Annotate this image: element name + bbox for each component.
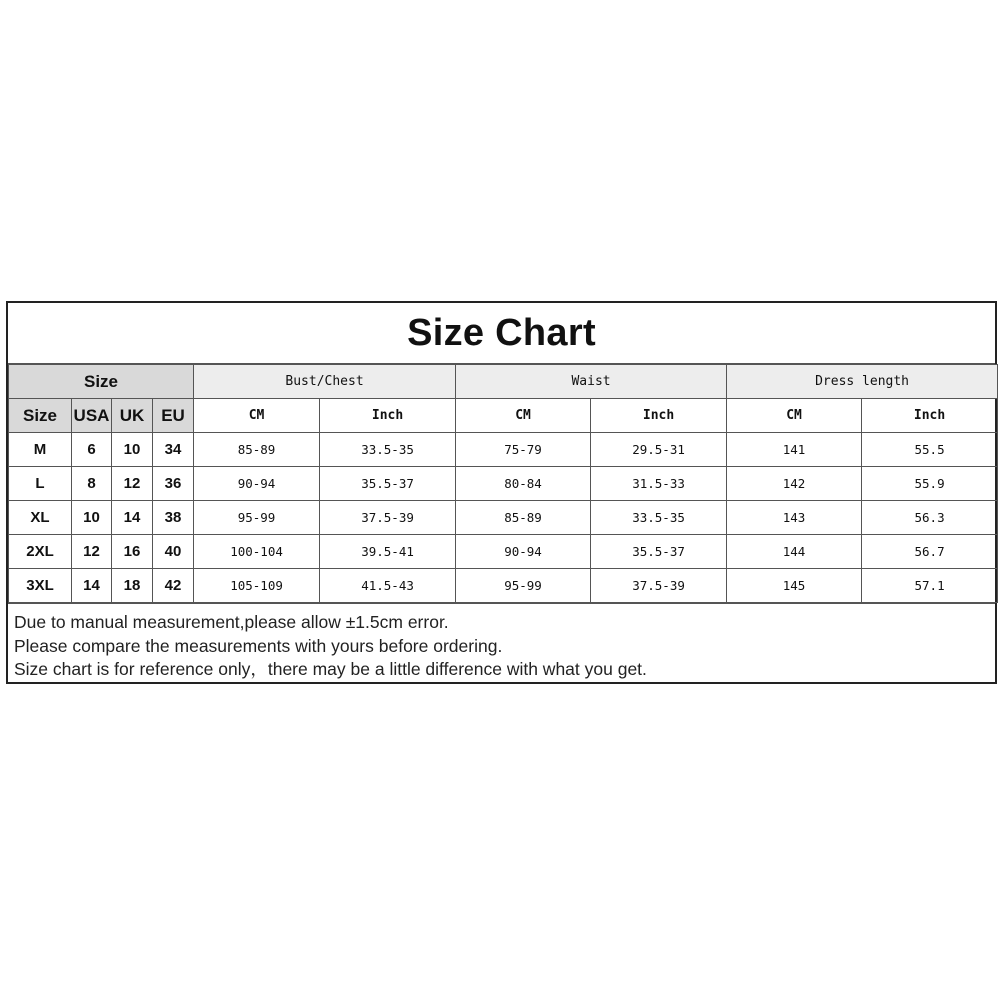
bust-inch-cell: 41.5-43 <box>320 569 456 603</box>
eu-cell: 38 <box>153 501 194 535</box>
bust-inch-cell: 33.5-35 <box>320 433 456 467</box>
table-row <box>9 569 998 603</box>
uk-cell: 10 <box>112 433 153 467</box>
uk-cell: 18 <box>112 569 153 603</box>
waist-cm-cell: 85-89 <box>456 501 591 535</box>
table-row <box>9 433 998 467</box>
bust-cm-cell: 95-99 <box>194 501 320 535</box>
bust-cm-cell: 90-94 <box>194 467 320 501</box>
eu-cell: 40 <box>153 535 194 569</box>
bust-cm-cell: 100-104 <box>194 535 320 569</box>
length-inch-cell: 57.1 <box>862 569 998 603</box>
waist-inch-cell: 33.5-35 <box>591 501 727 535</box>
waist-inch-header: Inch <box>591 399 727 433</box>
size-column-header: Size <box>9 399 72 433</box>
waist-cm-header: CM <box>456 399 591 433</box>
bust-chest-header: Bust/Chest <box>194 365 456 399</box>
eu-cell: 34 <box>153 433 194 467</box>
table-row <box>9 535 998 569</box>
length-cm-cell: 144 <box>727 535 862 569</box>
size-group-header: Size <box>9 365 194 399</box>
bust-inch-header: Inch <box>320 399 456 433</box>
uk-cell: 16 <box>112 535 153 569</box>
waist-inch-cell: 35.5-37 <box>591 535 727 569</box>
table-row <box>9 501 998 535</box>
uk-cell: 14 <box>112 501 153 535</box>
note-line: Please compare the measurements with yours before ordering. <box>14 635 503 656</box>
bust-inch-cell: 35.5-37 <box>320 467 456 501</box>
notes <box>8 603 995 682</box>
dress-length-header: Dress length <box>727 365 998 399</box>
size-cell: M <box>9 433 72 467</box>
waist-cm-cell: 80-84 <box>456 467 591 501</box>
length-cm-cell: 145 <box>727 569 862 603</box>
bust-inch-cell: 37.5-39 <box>320 501 456 535</box>
size-table <box>8 364 998 603</box>
bust-cm-cell: 105-109 <box>194 569 320 603</box>
column-header-row <box>9 399 998 433</box>
length-inch-cell: 56.3 <box>862 501 998 535</box>
chart-title: Size Chart <box>8 303 995 364</box>
length-cm-cell: 142 <box>727 467 862 501</box>
size-cell: XL <box>9 501 72 535</box>
length-inch-cell: 56.7 <box>862 535 998 569</box>
waist-header: Waist <box>456 365 727 399</box>
length-inch-cell: 55.5 <box>862 433 998 467</box>
uk-cell: 12 <box>112 467 153 501</box>
length-cm-cell: 143 <box>727 501 862 535</box>
bust-inch-cell: 39.5-41 <box>320 535 456 569</box>
bust-cm-cell: 85-89 <box>194 433 320 467</box>
note-line: Due to manual measurement,please allow ±1.5cm error. <box>14 612 449 632</box>
size-cell: 2XL <box>9 535 72 569</box>
waist-inch-cell: 29.5-31 <box>591 433 727 467</box>
eu-cell: 36 <box>153 467 194 501</box>
uk-column-header: UK <box>112 399 153 433</box>
usa-column-header: USA <box>72 399 112 433</box>
usa-cell: 14 <box>72 569 112 603</box>
note-line: Size chart is for reference only，there may be a little difference with what you get. <box>14 659 647 679</box>
waist-inch-cell: 37.5-39 <box>591 569 727 603</box>
length-inch-header: Inch <box>862 399 998 433</box>
eu-cell: 42 <box>153 569 194 603</box>
length-cm-cell: 141 <box>727 433 862 467</box>
usa-cell: 8 <box>72 467 112 501</box>
size-cell: 3XL <box>9 569 72 603</box>
waist-cm-cell: 75-79 <box>456 433 591 467</box>
waist-inch-cell: 31.5-33 <box>591 467 727 501</box>
waist-cm-cell: 90-94 <box>456 535 591 569</box>
length-inch-cell: 55.9 <box>862 467 998 501</box>
size-cell: L <box>9 467 72 501</box>
eu-column-header: EU <box>153 399 194 433</box>
bust-cm-header: CM <box>194 399 320 433</box>
usa-cell: 6 <box>72 433 112 467</box>
table-row <box>9 467 998 501</box>
usa-cell: 10 <box>72 501 112 535</box>
usa-cell: 12 <box>72 535 112 569</box>
waist-cm-cell: 95-99 <box>456 569 591 603</box>
length-cm-header: CM <box>727 399 862 433</box>
group-header-row <box>9 365 998 399</box>
size-chart <box>6 301 997 684</box>
